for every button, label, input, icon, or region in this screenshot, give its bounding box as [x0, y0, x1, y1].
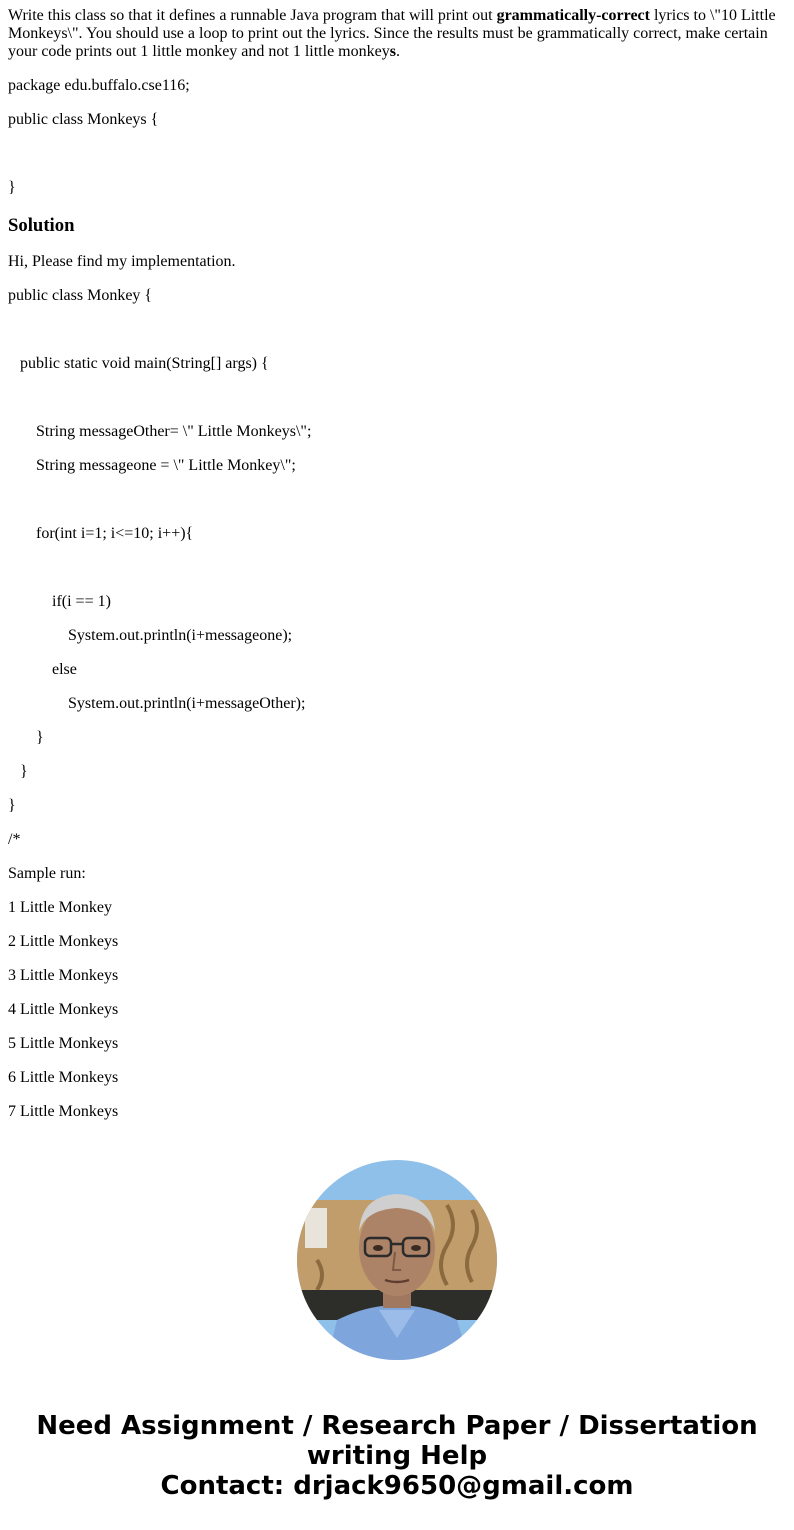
spacer	[8, 559, 786, 577]
code-line: }	[20, 763, 28, 780]
promo-line: Need Assignment / Research Paper / Dissertation	[36, 1411, 758, 1441]
document-body	[0, 7, 794, 1121]
spacer	[8, 321, 786, 339]
class-declaration: public class Monkeys {	[8, 111, 159, 128]
code-line: }	[36, 729, 44, 746]
code-line: public static void main(String[] args) {	[20, 355, 269, 372]
author-avatar	[297, 1160, 497, 1360]
spacer	[8, 145, 786, 163]
solution-heading: Solution	[8, 215, 75, 236]
question-text: Write this class so that it defines a runnable Java program that will print out grammatically-correct lyrics to \"10 Little Monkeys\". You should use a loop to print out the lyrics. Since the results must be grammatically correct, make certain your code prints out 1 little monkey and not 1 little monkeys.	[8, 7, 776, 60]
spacer	[8, 491, 786, 509]
output-line: 7 Little Monkeys	[8, 1103, 119, 1120]
class-close: }	[8, 179, 16, 196]
promo-line: writing Help	[306, 1441, 488, 1471]
output-line: 3 Little Monkeys	[8, 967, 119, 984]
spacer	[8, 389, 786, 407]
code-line: if(i == 1)	[52, 593, 111, 610]
output-line: 5 Little Monkeys	[8, 1035, 119, 1052]
output-line: 4 Little Monkeys	[8, 1001, 119, 1018]
code-line: for(int i=1; i<=10; i++){	[36, 525, 194, 542]
code-line: }	[8, 797, 16, 814]
code-line: public class Monkey {	[8, 287, 153, 304]
code-line: else	[52, 661, 77, 678]
code-line: /*	[8, 831, 21, 848]
code-line: System.out.println(i+messageone);	[68, 627, 293, 644]
output-line: 2 Little Monkeys	[8, 933, 119, 950]
promo-banner	[0, 1411, 794, 1501]
author-portrait-image	[297, 1160, 497, 1360]
promo-contact: Contact: drjack9650@gmail.com	[160, 1471, 634, 1501]
output-line: 6 Little Monkeys	[8, 1069, 119, 1086]
sample-run-label: Sample run:	[8, 865, 86, 882]
code-line: System.out.println(i+messageOther);	[68, 695, 306, 712]
solution-intro: Hi, Please find my implementation.	[8, 253, 236, 270]
code-line: String messageone = \" Little Monkey\";	[36, 457, 296, 474]
output-line: 1 Little Monkey	[8, 899, 112, 916]
code-line: String messageOther= \" Little Monkeys\";	[36, 423, 312, 440]
package-line: package edu.buffalo.cse116;	[8, 77, 190, 94]
